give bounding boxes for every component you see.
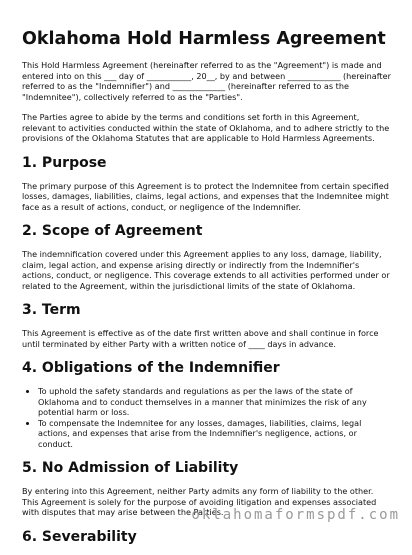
section-heading-purpose: 1. Purpose xyxy=(22,154,107,171)
section-text-no-admission: By entering into this Agreement, neither Party admits any form of liability to the other. This Agreement is solely for the purpose of avoiding litigation and expenses associated with disputes that may arise between the Parties. xyxy=(22,486,377,517)
section-heading-obligations: 4. Obligations of the Indemnifier xyxy=(22,360,280,376)
list-item: • To uphold the safety standards and regulations as per the laws of the state of Oklahoma and to conduct themselves in a manner that minimizes the risk of any potential harm or loss. xyxy=(38,386,392,418)
document-title: Oklahoma Hold Harmless Agreement xyxy=(22,29,386,49)
list-item: • To compensate the Indemnitee for any losses, damages, liabilities, claims, legal actions, and expenses that arise from the Indemnifier's negligence, actions, or conduct. xyxy=(38,418,392,450)
obligations-list xyxy=(22,386,392,449)
section-text-term: This Agreement is effective as of the date first written above and shall continue in force until terminated by either Party with a written notice of ____ days in advance. xyxy=(22,328,379,349)
watermark-text: oklahomaformspdf.com xyxy=(191,507,400,523)
intro-paragraph-1: This Hold Harmless Agreement (hereinafter referred to as the "Agreement") is made and entered into on this ___ day of ___________, 20__, by and between _____________ (hereinafter referred to as the "Indemnifier") and _____________ (hereinafter referred to as the "Indemnitee"), collectively referred to as the "Parties". xyxy=(22,60,391,102)
section-heading-term: 3. Term xyxy=(22,302,81,318)
section-text-purpose: The primary purpose of this Agreement is to protect the Indemnitee from certain specified losses, damages, liabilities, claims, legal actions, and expenses that the Indemnitee might face as a result of actions, conduct, or negligence of the Indemnifier. xyxy=(22,180,389,212)
section-heading-scope: 2. Scope of Agreement xyxy=(22,223,203,239)
intro-paragraph-2: The Parties agree to abide by the terms and conditions set forth in this Agreement, relevant to activities conducted within the state of Oklahoma, and to adhere strictly to the provisions of the Oklahoma Statutes that are applicable to Hold Harmless Agreements. xyxy=(22,112,390,143)
section-text-scope: The indemnification covered under this Agreement applies to any loss, damage, liability, claim, legal action, and expense arising directly or indirectly from the Indemnifier's actions, conduct, or negligence. This coverage extends to all activities performed under or related to the Agreement, within the jurisdictional limits of the state of Oklahoma. xyxy=(22,249,390,291)
section-heading-severability: 6. Severability xyxy=(22,528,137,545)
document-page xyxy=(22,28,392,555)
section-heading-no-admission: 5. No Admission of Liability xyxy=(22,460,239,476)
